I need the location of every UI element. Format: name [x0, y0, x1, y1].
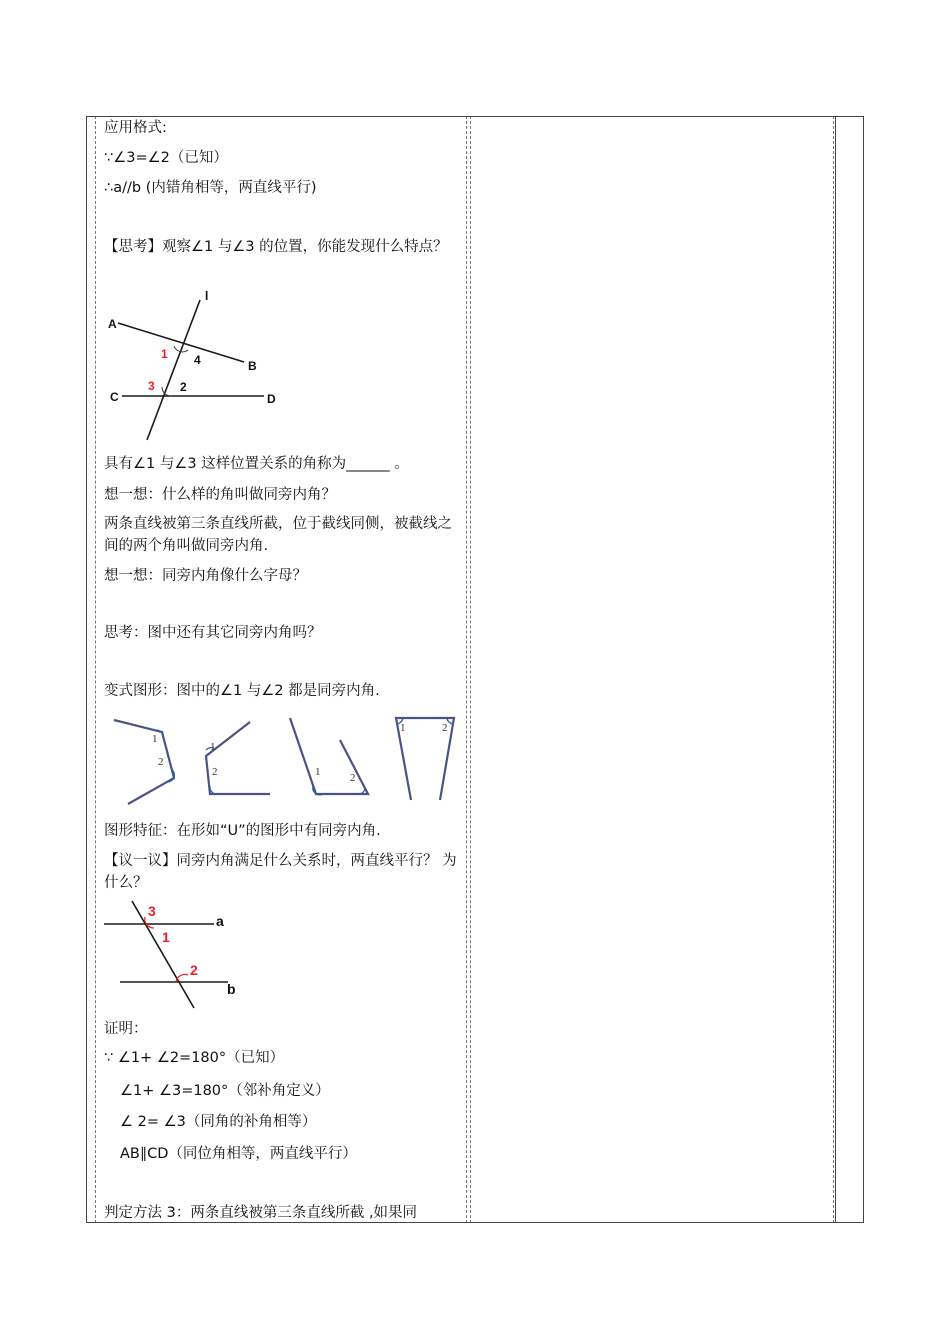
- left-border: [86, 116, 87, 1223]
- line-b-label: b: [227, 981, 236, 997]
- angle-2-label: 2: [180, 380, 187, 394]
- middle-dashed-2: [470, 116, 471, 1223]
- discussion-question: 【议一议】同旁内角满足什么关系时，两直线平行？ 为什么？: [104, 853, 457, 891]
- think-question-3: 想一想：同旁内角像什么字母？: [104, 568, 307, 584]
- definition-text: 两条直线被第三条直线所截，位于截线同侧，被截线之间的两个角叫做同旁内角.: [104, 516, 452, 554]
- v4-angle-2: 2: [442, 722, 448, 734]
- think-question-2: 想一想：什么样的角叫做同旁内角？: [104, 487, 336, 503]
- angle-3-label: 3: [148, 379, 155, 393]
- v3-angle-2: 2: [350, 772, 356, 784]
- judgment-method-3: 判定方法 3：两条直线被第三条直线所截 ,如果同: [104, 1205, 418, 1221]
- conclusion-statement: ∴a//b (内错角相等，两直线平行): [104, 180, 317, 196]
- label-l: l: [205, 289, 209, 303]
- line-a-label: a: [216, 913, 224, 929]
- proof-line-3: ∠ 2= ∠3（同角的补角相等）: [120, 1114, 317, 1130]
- think-question: 【思考】观察∠1 与∠3 的位置，你能发现什么特点？: [104, 239, 448, 255]
- figure-variant-shapes: [104, 712, 466, 808]
- v3-angle-1: 1: [315, 766, 321, 778]
- outer-right-border: [863, 116, 864, 1223]
- label-D: D: [267, 392, 276, 406]
- application-format-label: 应用格式:: [104, 120, 167, 136]
- proof-title: 证明：: [104, 1021, 148, 1037]
- think-question-4: 思考：图中还有其它同旁内角吗？: [104, 625, 322, 641]
- proof-line-1: ∵ ∠1+ ∠2=180°（已知）: [104, 1050, 285, 1066]
- label-B: B: [248, 359, 257, 373]
- figure-parallel-proof: [104, 896, 304, 1018]
- left-inner-dashed: [95, 116, 96, 1223]
- proof-angle-2: 2: [190, 962, 198, 978]
- fill-in-blank: 具有∠1 与∠3 这样位置关系的角称为______ 。: [104, 456, 409, 472]
- right-border: [835, 116, 836, 1223]
- proof-angle-1: 1: [162, 929, 170, 945]
- proof-line-4: AB∥CD（同位角相等，两直线平行）: [120, 1146, 357, 1162]
- v4-angle-1: 1: [400, 722, 406, 734]
- variant-figures-caption: 变式图形：图中的∠1 与∠2 都是同旁内角.: [104, 683, 380, 699]
- v2-angle-1: 1: [210, 741, 216, 753]
- angle-1-label: 1: [161, 347, 168, 361]
- figure-feature-text: 图形特征：在形如“U”的图形中有同旁内角.: [104, 823, 381, 839]
- v2-angle-2: 2: [212, 766, 218, 778]
- proof-line-2: ∠1+ ∠3=180°（邻补角定义）: [120, 1083, 330, 1099]
- middle-dashed-1: [466, 116, 467, 1223]
- v1-angle-2: 2: [158, 756, 164, 768]
- label-C: C: [110, 390, 119, 404]
- given-statement: ∵∠3=∠2（已知）: [104, 150, 228, 166]
- right-inner-dashed: [833, 116, 834, 1223]
- proof-angle-3: 3: [148, 903, 156, 919]
- left-cell-content: [104, 116, 466, 1223]
- figure-transversal-lines: [104, 284, 284, 444]
- v1-angle-1: 1: [152, 733, 158, 745]
- label-A: A: [108, 317, 117, 331]
- angle-4-label: 4: [194, 353, 201, 367]
